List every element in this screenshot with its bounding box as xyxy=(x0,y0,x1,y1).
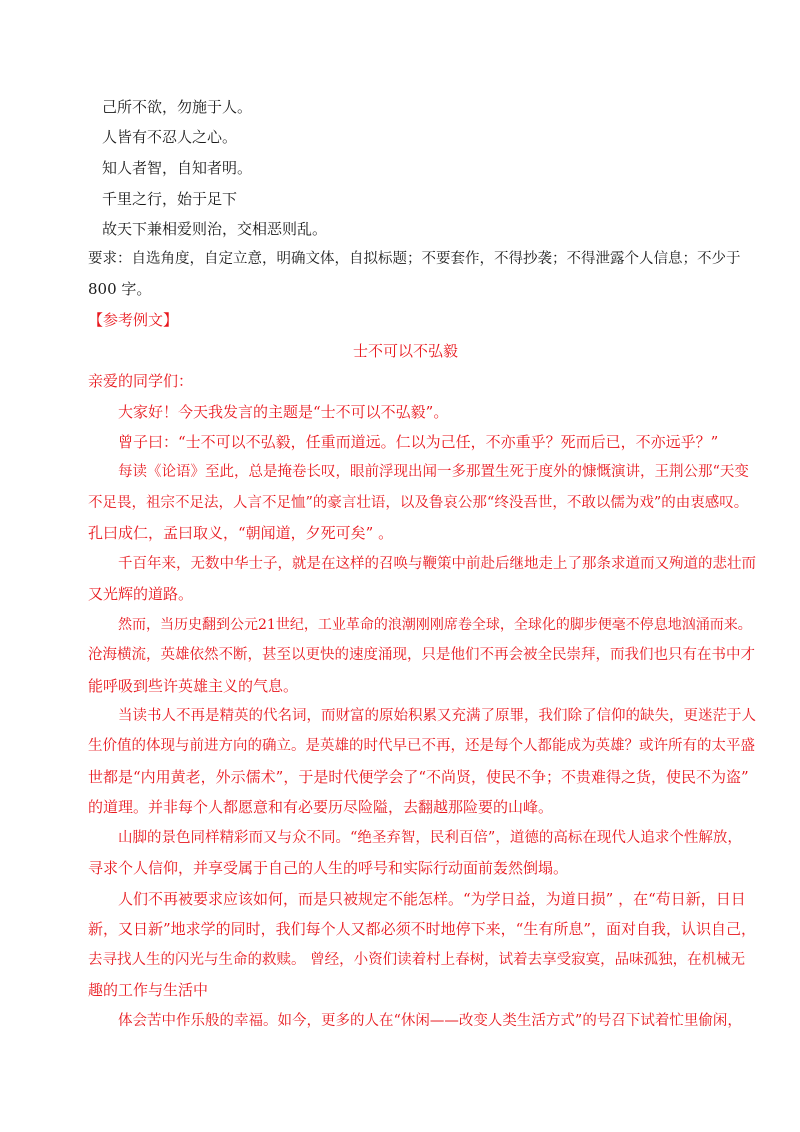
essay-line: 生价值的体现与前进方向的确立。是英雄的时代早已不再，还是每个人都能成为英雄？或许所有的太平盛 xyxy=(88,738,755,754)
essay-line: 能呼吸到些许英雄主义的气息。 xyxy=(88,677,299,695)
prompt-line-4: 千里之行，始于足下 xyxy=(102,190,238,208)
essay-line: 又光辉的道路。 xyxy=(88,585,194,603)
requirement-line-1: 要求：自选角度，自定立意，明确文体，自拟标题；不要套作，不得抄袭；不得泄露个人信息；不少于 xyxy=(88,251,741,267)
section-label: 【参考例文】 xyxy=(88,311,179,329)
essay-line: 每读《论语》至此，总是掩卷长叹，眼前浮现出闻一多那置生死于度外的慷慨演讲，王荆公那“天变 xyxy=(118,464,749,480)
essay-title: 士不可以不弘毅 xyxy=(353,342,459,360)
essay-line: 新，又日新”地求学的同时，我们每个人又都必须不时地停下来，“生有所息”，面对自我，认识自己， xyxy=(88,920,757,938)
essay-line: 去寻找人生的闪光与生命的救赎。 曾经，小资们读着村上春树，试着去享受寂寞，品味孤独，在机械无 xyxy=(88,952,746,968)
essay-line: 曾子曰：“士不可以不弘毅，任重而道远。仁以为己任，不亦重乎？死而后已，不亦远乎？” xyxy=(118,433,719,451)
prompt-line-5: 故天下兼相爱则治，交相恶则乱。 xyxy=(102,220,328,238)
essay-line: 当读书人不再是精英的代名词，而财富的原始积累又充满了原罪，我们除了信仰的缺失，更迷茫于人 xyxy=(118,708,756,724)
essay-line: 人们不再被要求应该如何，而是只被规定不能怎样。“为学日益，为道日损” ，在“苟日新，日日 xyxy=(118,890,746,908)
salutation: 亲爱的同学们： xyxy=(88,372,194,390)
requirement-line-2: 800 字。 xyxy=(88,280,152,298)
prompt-line-1: 己所不欲，勿施于人。 xyxy=(102,98,253,116)
essay-line: 千百年来，无数中华士子，就是在这样的召唤与鞭策中前赴后继地走上了那条求道而又殉道的悲壮而 xyxy=(118,556,756,572)
essay-line: 世都是“内用黄老，外示儒术”，于是时代便学会了“不尚贤，使民不争；不贵难得之货，使民不为盗” xyxy=(88,768,749,786)
essay-line: 山脚的景色同样精彩而又与众不同。“绝圣弃智，民利百倍”，道德的高标在现代人追求个性解放， xyxy=(118,830,742,846)
essay-line: 寻求个人信仰，并享受属于自己的人生的呼号和实际行动面前轰然倒塌。 xyxy=(88,859,569,877)
essay-line: 趣的工作与生活中 xyxy=(88,981,209,999)
prompt-line-3: 知人者智，自知者明。 xyxy=(102,159,253,177)
essay-line: 大家好！今天我发言的主题是“士不可以不弘毅”。 xyxy=(118,403,449,421)
essay-line: 沧海横流，英雄依然不断，甚至以更快的速度涌现，只是他们不再会被全民崇拜，而我们也只有在书中才 xyxy=(88,647,755,663)
essay-line: 体会苦中作乐般的幸福。如今，更多的人在“休闲——改变人类生活方式”的号召下试着忙里偷闲， xyxy=(118,1013,742,1029)
essay-line: 然而，当历史翻到公元21世纪，工业革命的浪潮刚刚席卷全球，全球化的脚步便毫不停息地汹涌而来。 xyxy=(118,617,752,633)
essay-line: 的道理。并非每个人都愿意和有必要历尽险隘，去翻越那险要的山峰。 xyxy=(88,798,554,816)
prompt-line-2: 人皆有不忍人之心。 xyxy=(102,128,238,146)
essay-line: 不足畏，祖宗不足法，人言不足恤”的豪言壮语，以及鲁哀公那“终没吾世，不敢以儒为戏”的由衷感叹。 xyxy=(88,495,749,511)
essay-line: 孔曰成仁，孟曰取义，“朝闻道，夕死可矣” 。 xyxy=(88,524,394,542)
